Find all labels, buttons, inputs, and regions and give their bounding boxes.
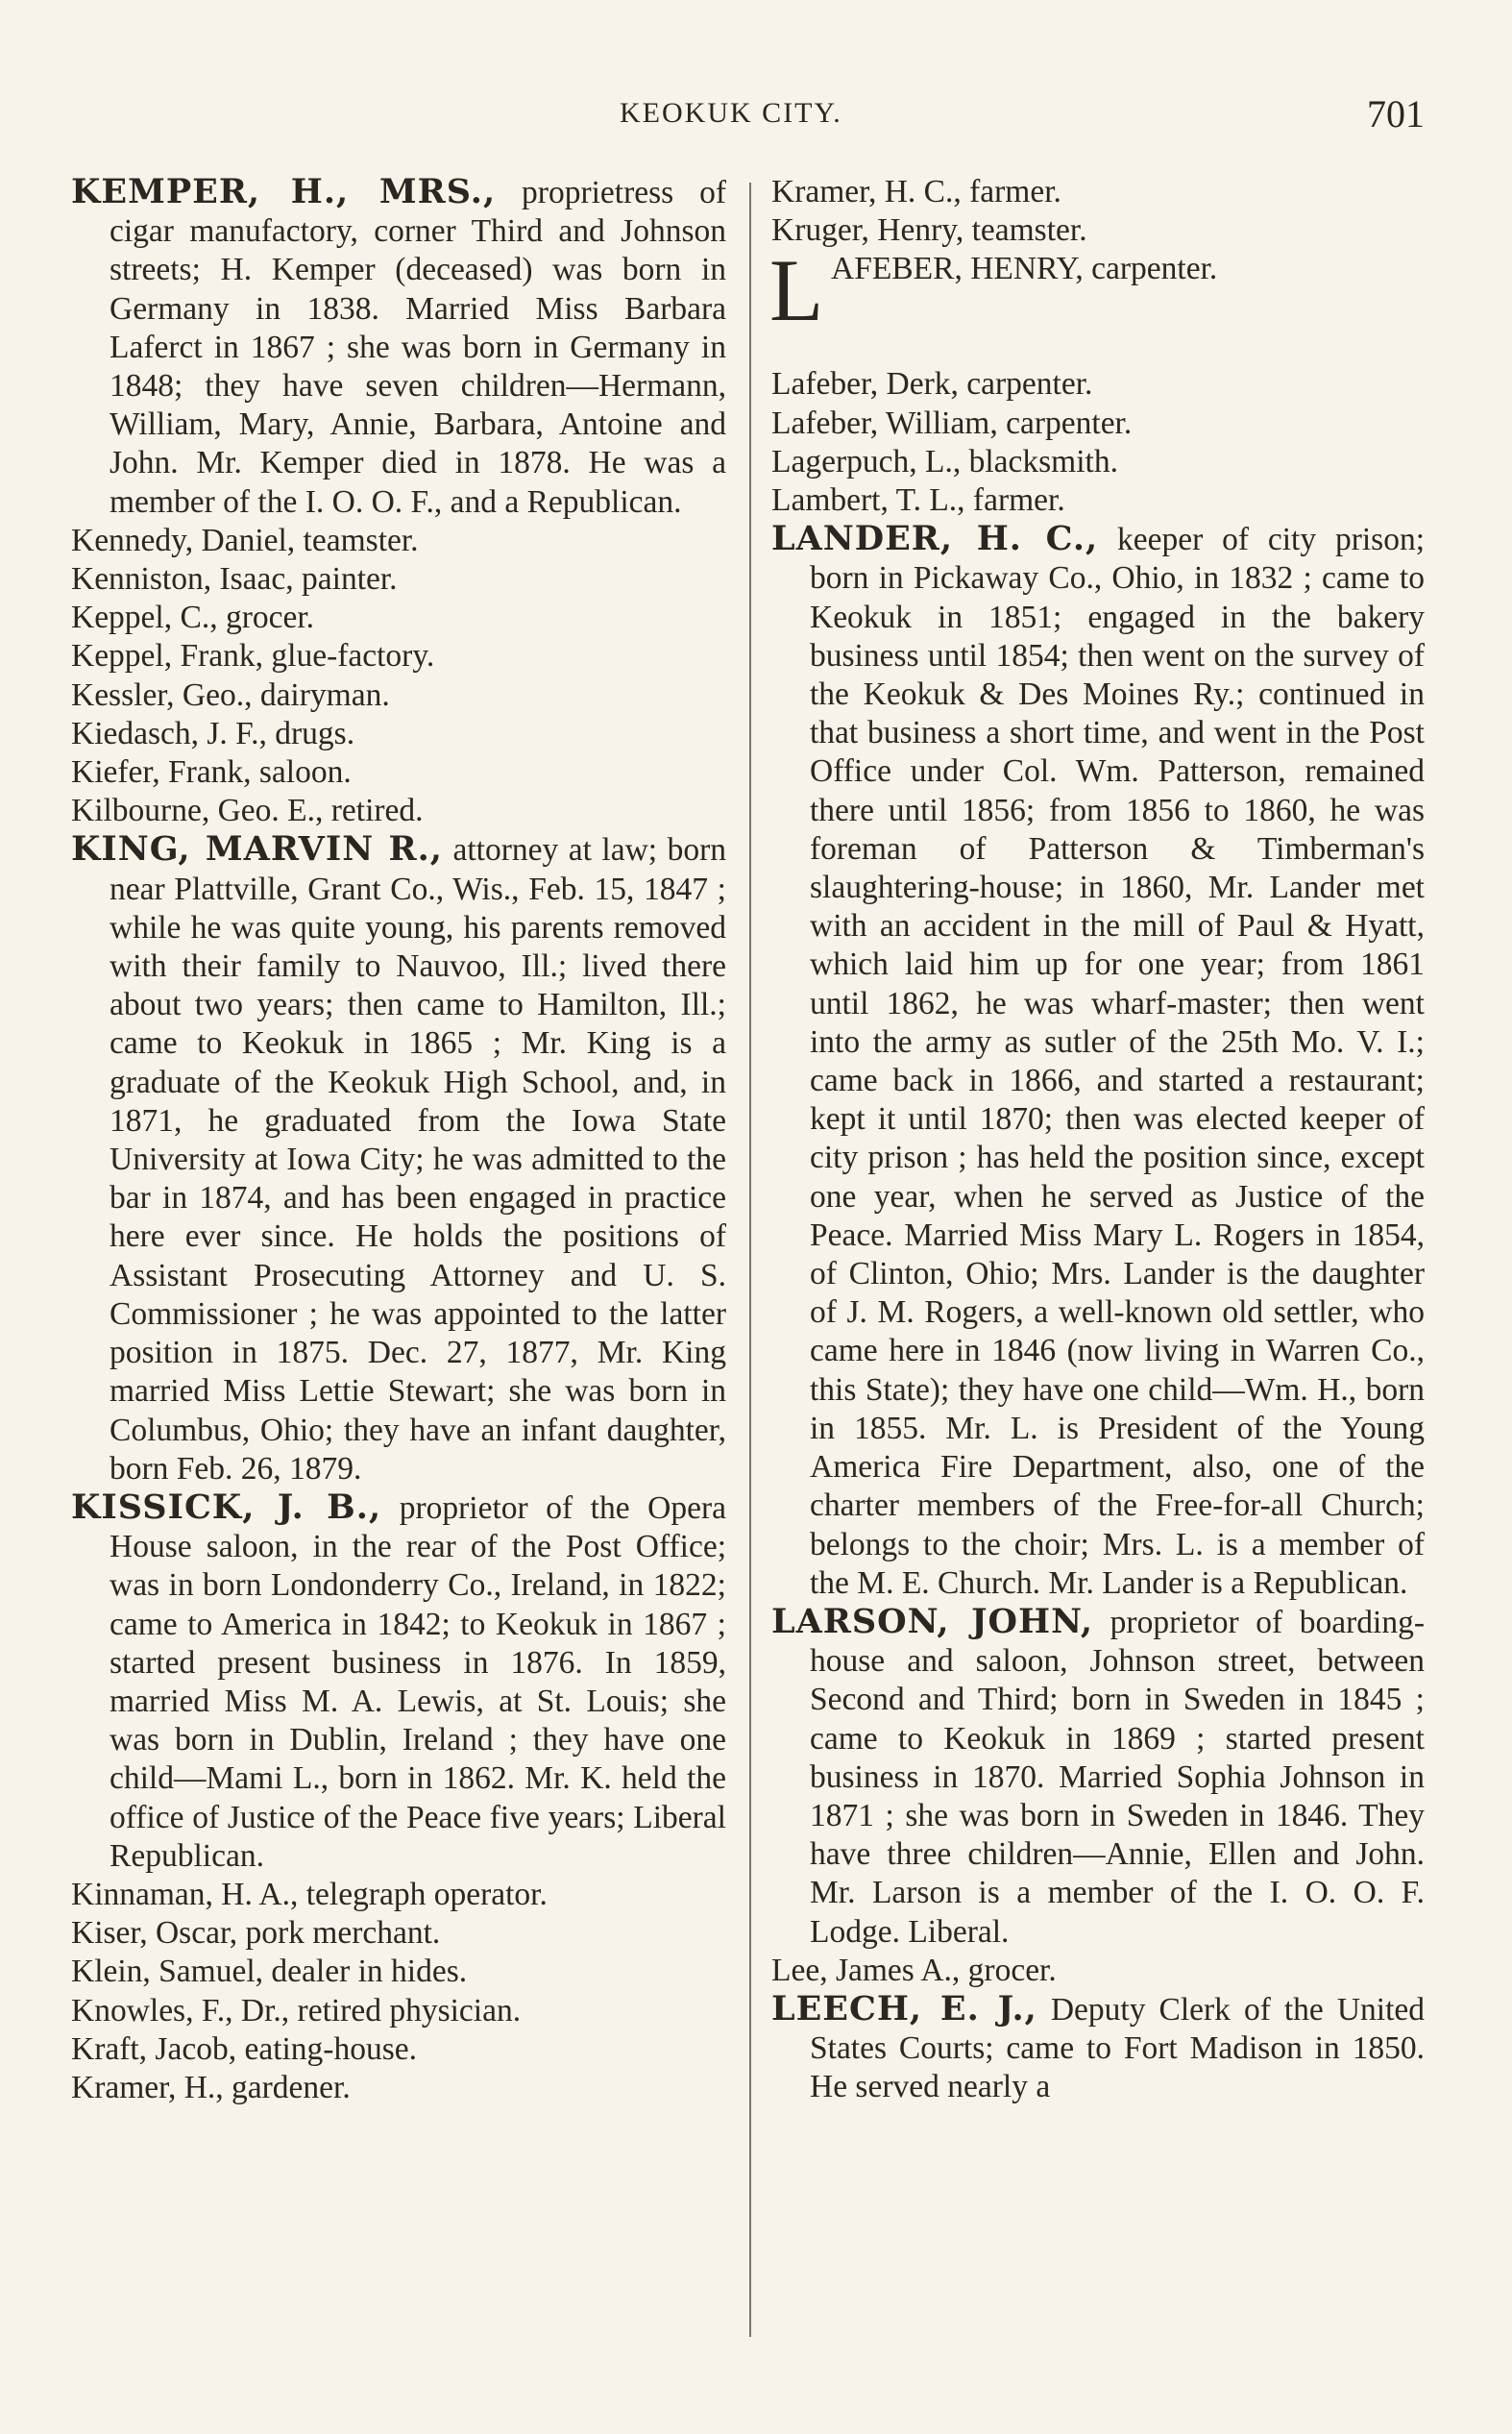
entry-text: proprietor of the Opera House saloon, in the rear of the Post Office; was in born Londonderry Co., Ireland, in 1822; came to America in 1842; to Keokuk in 1867 ; started present business in 1876. In 1859, married Miss M. A. Lewis, at St. Louis; she was born in Dublin, Ireland ; they have one child—Mami L., born in 1862. Mr. K. held the office of Justice of the Peace five years; Liberal Republican.	[110, 1489, 726, 1874]
biography-entry-larson-john	[771, 1603, 1425, 1952]
directory-entry: Kinnaman, H. A., telegraph operator.	[71, 1876, 548, 1912]
directory-entry: Kiefer, Frank, saloon.	[71, 754, 352, 791]
biography-entry-kemper-h-mrs	[71, 173, 726, 522]
left-column	[71, 173, 726, 2107]
directory-entry: Klein, Samuel, dealer in hides.	[71, 1954, 468, 1990]
biography-entry-lander-h-c	[771, 520, 1425, 1603]
directory-entry: Lee, James A., grocer.	[771, 1952, 1057, 1988]
page-number: 701	[1367, 92, 1425, 135]
directory-entry: Kramer, H. C., farmer.	[771, 174, 1061, 209]
directory-entry: Keppel, C., grocer.	[71, 600, 315, 636]
entry-name: KEMPER, H., MRS.,	[71, 172, 497, 211]
directory-entry: Kramer, H., gardener.	[71, 2069, 351, 2105]
directory-entry: Lafeber, Derk, carpenter.	[771, 366, 1093, 403]
column-divider	[749, 183, 751, 2337]
entry-text: proprietor of boarding-house and saloon, Johnson street, between Second and Third; born in Sweden in 1845 ; came to Keokuk in 1869 ; started present business in 1870. Married Sophia Johnson in 1871 ; she was born in Sweden in 1846. They have three children—Annie, Ellen and John. Mr. Larson is a member of the I. O. O. F. Lodge. Liberal.	[810, 1604, 1425, 1950]
directory-entry: Kessler, Geo., dairyman.	[71, 676, 390, 713]
entry-name: KING, MARVIN R.,	[71, 829, 443, 870]
entry-text: attorney at law; born near Plattville, Grant Co., Wis., Feb. 15, 1847 ; while he was quite young, his parents removed with their family to Nauvoo, Ill.; lived there about two years; then came to Hamilton, Ill.; came to Keokuk in 1865 ; Mr. King is a graduate of the Keokuk High School, and, in 1871, he graduated from the Iowa State University at Iowa City; he was admitted to the bar in 1874, and has been engaged in practice here ever since. He holds the positions of Assistant Prosecuting Attorney and U. S. Commissioner ; he was appointed to the latter position in 1875. Dec. 27, 1877, Mr. King married Miss Lettie Stewart; she was born in Columbus, Ohio; they have an infant daughter, born Feb. 26, 1879.	[110, 832, 726, 1487]
section-start-entry	[769, 241, 1425, 365]
directory-entry: Knowles, F., Dr., retired physician.	[71, 1992, 522, 2028]
entry-text: keeper of city prison; born in Pickaway Co., Ohio, in 1832 ; came to Keokuk in 1851; engaged in the bakery business until 1854; then went on the survey of the Keokuk & Des Moines Ry.; continued in that business a short time, and went in the Post Office under Col. Wm. Patterson, remained there until 1856; from 1856 to 1860, he was foreman of Patterson & Timberman's slaughtering-house; in 1860, Mr. Lander met with an accident in the mill of Paul & Hyatt, which laid him up for one year; from 1861 until 1862, he was wharf-master; then went into the army as sutler of the 25th Mo. V. I.; came back in 1866, and started a restaurant; kept it until 1870; then was elected keeper of city prison ; has held the position since, except one year, when he served as Justice of the Peace. Married Miss Mary L. Rogers in 1854, of Clinton, Ohio; Mrs. Lander is the daughter of J. M. Rogers, a well-known old settler, who came here in 1846 (now living in Warren Co., this State); they have one child—Wm. H., born in 1855. Mr. L. is President of the Young America Fire Department, also, one of the charter members of the Free-for-all Church; belongs to the choir; Mrs. L. is a member of the M. E. Church. Mr. Lander is a Republican.	[810, 522, 1426, 1601]
entry-text: Deputy Clerk of the United States Courts; came to Fort Madison in 1850. He served nearly a	[810, 1991, 1425, 2105]
entry-name: LARSON, JOHN,	[771, 1601, 1094, 1641]
biography-entry-kissick-j-b	[71, 1488, 726, 1876]
directory-entry: Kruger, Henry, teamster.	[771, 212, 1087, 249]
right-column	[771, 173, 1425, 2107]
entry-name: LANDER, H. C.,	[771, 519, 1099, 559]
directory-entry: Lambert, T. L., farmer.	[771, 482, 1065, 519]
biography-entry-king-marvin-r	[71, 830, 726, 1487]
directory-entry: Kennedy, Daniel, teamster.	[71, 522, 419, 558]
running-head: KEOKUK CITY.	[620, 97, 842, 129]
entry-name: KISSICK, J. B.,	[71, 1487, 382, 1527]
directory-entry: Kiedasch, J. F., drugs.	[71, 715, 355, 751]
page-header	[0, 91, 1512, 139]
entry-text: proprietress of cigar manufactory, corner Third and Johnson streets; H. Kemper (deceased) was born in Germany in 1838. Married Miss Barbara Laferct in 1867 ; she was born in Germany in 1848; they have seven children—Hermann, William, Mary, Annie, Barbara, Antoine and John. Mr. Kemper died in 1878. He was a member of the I. O. O. F., and a Republican.	[110, 175, 726, 520]
directory-entry: Kilbourne, Geo. E., retired.	[71, 793, 424, 829]
biography-entry-leech-e-j	[771, 1990, 1425, 2107]
directory-entry: Kraft, Jacob, eating-house.	[71, 2030, 417, 2067]
directory-entry: Lagerpuch, L., blacksmith.	[771, 443, 1118, 479]
drop-cap-initial: L	[769, 241, 824, 340]
directory-entry: Kiser, Oscar, pork merchant.	[71, 1915, 441, 1952]
entry-text: AFEBER, HENRY, carpenter.	[831, 251, 1218, 287]
directory-entry: Kenniston, Isaac, painter.	[71, 561, 398, 598]
directory-entry: Keppel, Frank, glue-factory.	[71, 638, 435, 675]
directory-entry: Lafeber, William, carpenter.	[771, 405, 1133, 441]
entry-name: LEECH, E. J.,	[771, 1988, 1037, 2028]
